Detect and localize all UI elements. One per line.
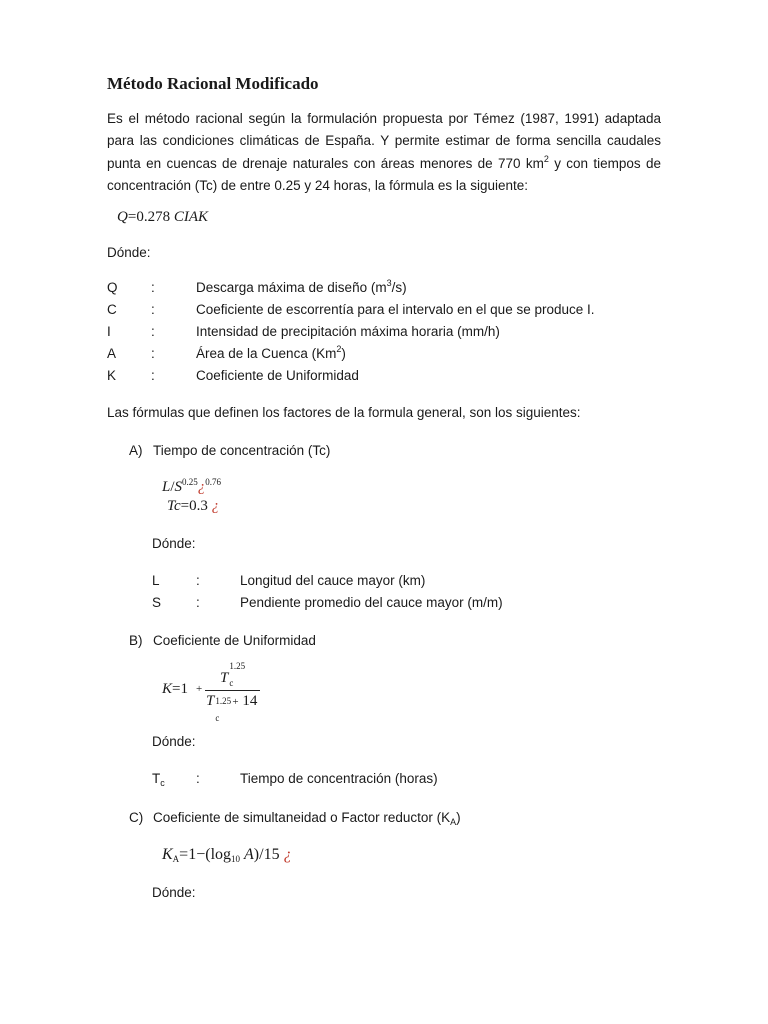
fraction-bar	[205, 690, 260, 691]
formula-k: K	[162, 846, 173, 863]
definition-colon: :	[151, 324, 155, 339]
formula-equals: =	[180, 498, 190, 514]
section-c-heading-end: )	[456, 810, 461, 825]
formula-subscript: c	[215, 713, 220, 723]
definition-superscript: 2	[336, 344, 342, 354]
definition-description	[196, 280, 407, 295]
formula-exponent: 1.25	[215, 696, 232, 706]
formula-slash: /	[170, 479, 175, 495]
definition-symbol: C	[107, 302, 117, 317]
formula-divide: /	[259, 846, 264, 863]
intro-text-end: y con tiempos de concentración (Tc) de entre 0.25 y 24 horas, la fórmula es la siguiente:	[107, 155, 661, 193]
definition-text: Descarga máxima de diseño (m	[196, 280, 387, 295]
formula-placeholder-glyph: ¿	[283, 846, 292, 863]
intro-superscript: 2	[543, 153, 549, 164]
definition-colon: :	[151, 346, 155, 361]
formula-subscript: c	[229, 678, 234, 688]
definition-colon: :	[196, 771, 200, 786]
definition-colon: :	[196, 595, 200, 610]
factors-intro: Las fórmulas que definen los factores de la formula general, son los siguientes:	[107, 405, 581, 420]
definition-text: Área de la Cuenca (Km	[196, 346, 337, 361]
definition-text-end: )	[341, 346, 346, 361]
formula-l: L	[162, 479, 171, 495]
formula-equals: =	[179, 846, 189, 863]
main-formula	[117, 209, 208, 226]
section-b-donde: Dónde:	[152, 734, 196, 749]
tc-formula-line1	[162, 479, 221, 496]
formula-subscript: A	[172, 854, 180, 864]
donde-label: Dónde:	[107, 245, 151, 260]
formula-t: T	[206, 693, 215, 709]
formula-exponent: 0.76	[205, 477, 222, 487]
definition-description: Coeficiente de escorrentía para el intervalo en el que se produce I.	[196, 302, 595, 317]
definition-colon: :	[151, 368, 155, 383]
page-title: Método Racional Modificado	[107, 74, 319, 93]
section-b-heading: Coeficiente de Uniformidad	[153, 633, 316, 648]
formula-equals: =	[127, 209, 137, 225]
formula-coef: 0.278	[136, 209, 171, 225]
k-formula-denominator	[206, 693, 258, 723]
formula-subscript: 10	[231, 854, 241, 864]
formula-lhs: Tc	[167, 498, 181, 514]
definition-symbol: S	[152, 595, 162, 610]
definition-subscript: c	[160, 778, 165, 788]
section-b-letter: B)	[129, 633, 143, 648]
definition-symbol	[152, 771, 165, 786]
section-c-letter: C)	[129, 810, 144, 825]
definition-description: Longitud del cauce mayor (km)	[240, 573, 426, 588]
formula-a: A	[244, 846, 254, 863]
formula-log: log	[210, 846, 232, 863]
formula-s: S	[174, 479, 183, 495]
definition-colon: :	[151, 302, 155, 317]
section-c-heading	[153, 810, 461, 825]
section-c-donde: Dónde:	[152, 885, 196, 900]
definition-description: Tiempo de concentración (horas)	[240, 771, 438, 786]
formula-plus: +	[196, 683, 203, 695]
formula-one: 1	[180, 681, 188, 697]
formula-number: 15	[263, 846, 280, 863]
definition-description: Intensidad de precipitación máxima horaria (mm/h)	[196, 324, 500, 339]
definition-colon: :	[151, 280, 155, 295]
intro-text: Es el método racional según la formulación propuesta por Témez (1987, 1991) adaptada para las condiciones climáticas de España. Y permite estimar de forma sencilla caudales punta en cuencas de drenaje naturales con áreas menores de 770 km	[107, 111, 661, 171]
formula-t: T	[220, 670, 229, 686]
section-c-heading-text: Coeficiente de simultaneidad o Factor reductor (K	[153, 810, 451, 825]
formula-placeholder-glyph: ¿	[197, 479, 206, 495]
definition-symbol-letter: T	[152, 771, 161, 786]
definition-description	[196, 346, 346, 361]
section-a-donde: Dónde:	[152, 536, 196, 551]
definition-symbol: L	[152, 573, 160, 588]
formula-plus: +	[232, 696, 239, 708]
section-c-heading-subscript: A	[450, 817, 457, 827]
formula-equals: =	[172, 681, 181, 697]
definition-superscript: 3	[386, 278, 392, 288]
formula-one: 1	[188, 846, 197, 863]
ka-formula	[162, 846, 292, 864]
tc-formula-line2	[167, 498, 219, 515]
formula-paren-right: )	[253, 846, 260, 863]
formula-vars: CIAK	[173, 209, 208, 225]
definition-symbol: I	[107, 324, 111, 339]
definition-symbol: K	[107, 368, 117, 383]
formula-minus: −	[196, 846, 206, 863]
formula-exponent: 1.25	[229, 661, 246, 671]
k-formula-numerator	[220, 661, 246, 688]
section-a-heading: Tiempo de concentración (Tc)	[153, 443, 331, 458]
formula-paren-left: (	[205, 846, 211, 863]
formula-exponent: 0.25	[182, 477, 198, 487]
definition-symbol: A	[107, 346, 117, 361]
formula-constant: 14	[242, 693, 258, 709]
intro-paragraph	[107, 108, 661, 197]
formula-lhs: K	[162, 681, 173, 697]
formula-placeholder-glyph: ¿	[211, 498, 220, 514]
formula-coef: 0.3	[189, 498, 208, 514]
definition-text-end: /s)	[391, 280, 407, 295]
definition-description: Pendiente promedio del cauce mayor (m/m)	[240, 595, 503, 610]
definition-description: Coeficiente de Uniformidad	[196, 368, 359, 383]
section-a-letter: A)	[129, 443, 143, 458]
definition-symbol: Q	[107, 280, 118, 295]
definition-colon: :	[196, 573, 200, 588]
formula-lhs: Q	[117, 209, 128, 225]
k-formula-lhs	[162, 681, 188, 698]
